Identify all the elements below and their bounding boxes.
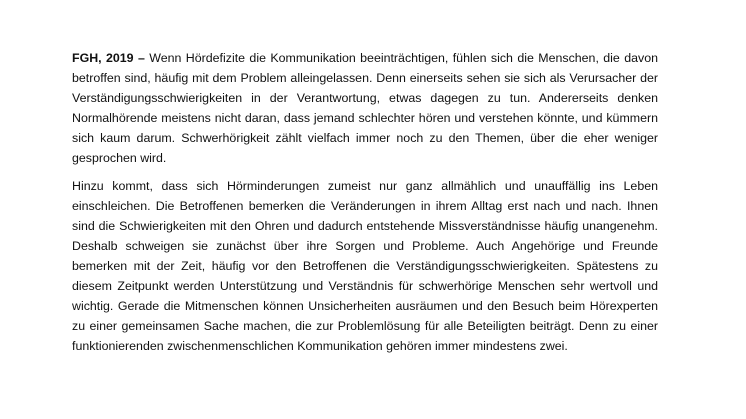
paragraph-intro-text: Wenn Hördefizite die Kommunikation beeinträchtigen, fühlen sich die Menschen, die davon betroffen sind, häufig mit dem Problem alleingelassen. Denn einerseits sehen sie sich als Verursacher der Verständigungsschwierigkeiten in der Verantwortung, etwas dagegen zu tun. Andererseits denken Normalhörende meistens nicht daran, dass jemand schlechter hören und verstehen könnte, und kümmern sich kaum darum. Schwerhörigkeit zählt vielfach immer noch zu den Themen, über die eher weniger gesprochen wird. — [72, 51, 658, 165]
paragraph-intro — [72, 48, 658, 168]
document-page — [72, 48, 658, 364]
dateline: FGH, 2019 – — [72, 51, 145, 65]
paragraph-body: Hinzu kommt, dass sich Hörminderungen zumeist nur ganz allmählich und unauffällig ins Leben einschleichen. Die Betroffenen bemerken die Veränderungen in ihrem Alltag erst nach und nach. Ihnen sind die Schwierigkeiten mit den Ohren und dadurch entstehende Missverständnisse häufig unangenehm. Deshalb schweigen sie zunächst über ihre Sorgen und Probleme. Auch Angehörige und Freunde bemerken mit der Zeit, häufig vor den Betroffenen die Verständigungsschwierigkeiten. Spätestens zu diesem Zeitpunkt werden Unterstützung und Verständnis für schwerhörige Menschen sehr wertvoll und wichtig. Gerade die Mitmenschen können Unsicherheiten ausräumen und den Besuch beim Hörexperten zu einer gemeinsamen Sache machen, die zur Problemlösung für alle Beteiligten beiträgt. Denn zu einer funktionierenden zwischenmenschlichen Kommunikation gehören immer mindestens zwei. — [72, 179, 658, 353]
